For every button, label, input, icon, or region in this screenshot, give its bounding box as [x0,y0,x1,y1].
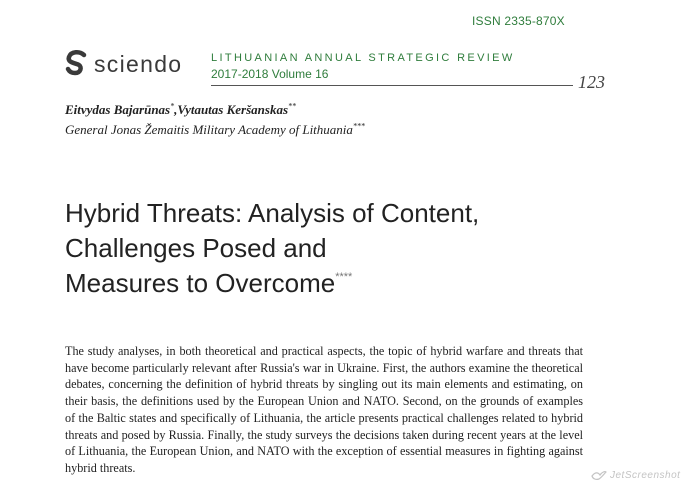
title-line: Challenges Posed and [65,233,327,263]
title-line: Hybrid Threats: Analysis of Content, [65,198,480,228]
header-divider [211,85,573,86]
title-footnote-mark: **** [335,271,353,283]
watermark [591,470,680,481]
author-separator: , [174,102,178,117]
abstract-paragraph: The study analyses, in both theoretical and practical aspects, the topic of hybrid warfare and threats that have become particularly relevant after Russia's war in Ukraine. First, the authors examine the theoretical debates, concerning the definition of hybrid threats by singling out its main elements and estimating, on their basis, the definitions used by the European Union and NATO. Second, on the grounds of examples of the Baltic states and specifically of Lithuania, the article presents practical challenges related to hybrid threats and posed by Russia. Finally, the study surveys the decisions taken during recent years at the level of Lithuania, the European Union, and NATO with the exception of essential measures in fighting against hybrid threats. [65,344,583,475]
author-footnote-mark: ** [288,101,297,111]
sciendo-logo [64,49,182,79]
logo-wordmark: sciendo [94,50,183,77]
journal-volume: 2017-2018 Volume 16 [211,67,329,81]
author-line [65,102,296,118]
sciendo-logo-icon [64,49,88,79]
watermark-text: JetScreenshot [610,470,681,481]
author-footnote-mark: * [170,101,175,111]
author-name: Vytautas Keršanskas [177,102,289,117]
journal-title: LITHUANIAN ANNUAL STRATEGIC REVIEW [211,52,515,64]
author-name: Eitvydas Bajarūnas [65,102,171,117]
bird-icon [591,470,607,481]
affiliation-line [65,122,365,138]
page-number: 123 [578,72,605,92]
issn-label: ISSN 2335-870X [472,14,565,28]
article-title [65,196,625,301]
affiliation-name: General Jonas Žemaitis Military Academy of Lithuania [65,122,353,137]
title-line-text: Measures to Overcome [65,268,336,298]
title-line [65,266,625,301]
affiliation-footnote-mark: *** [352,121,365,131]
